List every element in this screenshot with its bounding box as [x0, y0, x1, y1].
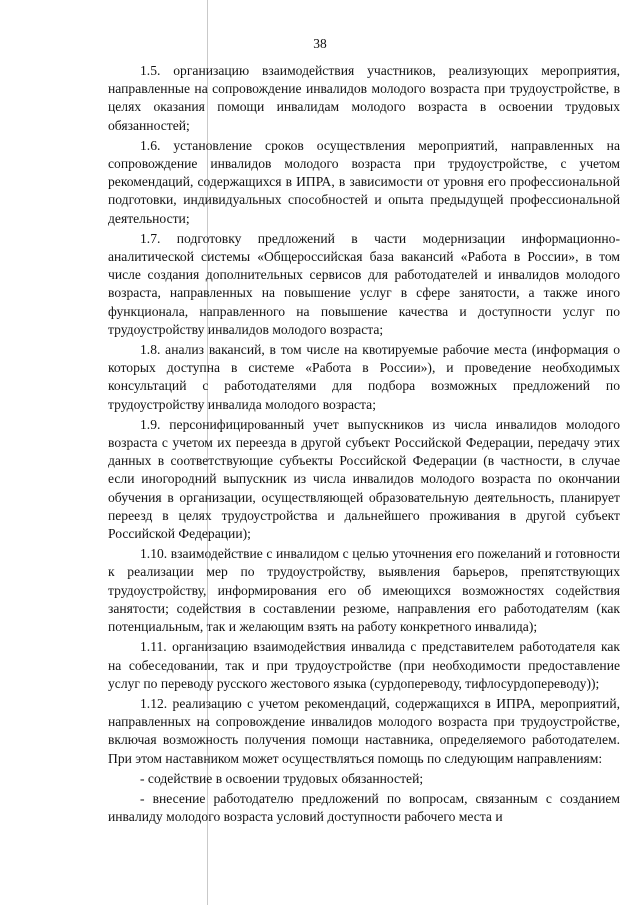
page-number: 38 [313, 36, 327, 51]
paragraph-1-10: 1.10. взаимодействие с инвалидом с целью уточнения его пожеланий и готовности к реализации мер по трудоустройству, выявления барьеров, препятствующих трудоустройству, информирования его об имеющихся возможностях содействия занятости; содействия в составлении резюме, направления его работодателям (как потенциальным, так и желающим взять на работу конкретного инвалида); [108, 546, 620, 635]
list-item-2: - внесение работодателю предложений по вопросам, связанным с созданием инвалиду молодого возраста условий доступности рабочего места и [108, 790, 620, 825]
paragraph-1-6: 1.6. установление сроков осуществления мероприятий, направленных на сопровождение инвалидов молодого возраста при трудоустройстве, с учетом рекомендаций, содержащихся в ИПРА, в зависимости от уровня его профессиональной подготовки, индивидуальных способностей и опыта предыдущей профессиональной деятельности; [108, 137, 620, 226]
paragraph-1-8: 1.8. анализ вакансий, в том числе на квотируемые рабочие места (информация о которых доступна в системе «Работа в России»), и проведение необходимых консультаций с работодателями для подбора возможных предложений по трудоустройству инвалида молодого возраста; [108, 342, 620, 412]
paragraph-1-7: 1.7. подготовку предложений в части модернизации информационно-аналитической системы «Общероссийская база вакансий «Работа в России», в том числе создания дополнительных сервисов для работодателей и инвалидов молодого возраста, направленных на повышение услуг в сфере занятости, а также иного функционала, направленного на повышение качества и доступности услуг по трудоустройству инвалидов молодого возраста; [108, 230, 620, 337]
paragraph-1-9: 1.9. персонифицированный учет выпускников из числа инвалидов молодого возраста с учетом их переезда в другой субъект Российской Федерации, передачу этих данных в соответствующие субъекты Российской Федерации (в частности, в случае если иногородний выпускник из числа инвалидов молодого возраста по окончании обучения в организации, осуществляющей образовательную деятельность, планирует переезд в целях трудоустройства и дальнейшего проживания в другой субъект Российской Федерации); [108, 416, 620, 542]
paragraph-1-12: 1.12. реализацию с учетом рекомендаций, содержащихся в ИПРА, мероприятий, направленных на сопровождение инвалидов молодого возраста при трудоустройстве, включая возможность получения помощи наставника, определяемого работодателем. При этом наставником может осуществляться помощь по следующим направлениям: [108, 695, 620, 766]
document-body [108, 62, 620, 828]
paragraph-1-5: 1.5. организацию взаимодействия участников, реализующих мероприятия, направленные на сопровождение инвалидов молодого возраста при трудоустройстве, в целях оказания помощи инвалидам молодого возраста в освоении трудовых обязанностей; [108, 63, 620, 133]
paragraph-1-11: 1.11. организацию взаимодействия инвалида с представителем работодателя как на собеседовании, так и при трудоустройстве (при необходимости предоставление услуг по переводу русского жестового языка (сурдопереводу, тифлосурдопереводу)); [108, 639, 620, 691]
list-item-1: - содействие в освоении трудовых обязанностей; [140, 770, 424, 786]
